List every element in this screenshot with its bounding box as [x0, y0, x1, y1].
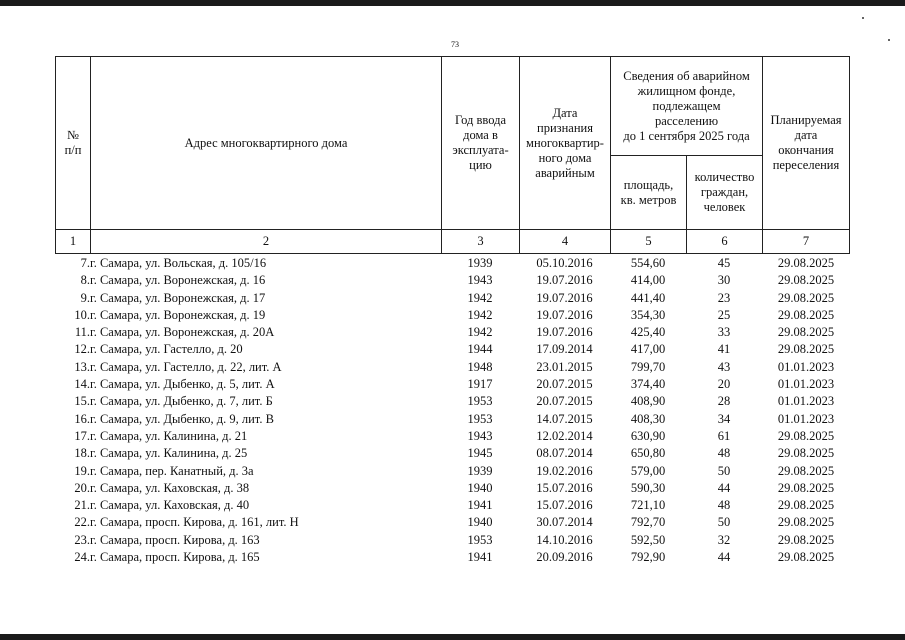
row-number: 19.: [74, 463, 90, 478]
header-planned-date: Планируемая дата окончания переселения: [762, 56, 850, 230]
row-residents: 50: [717, 463, 731, 478]
table-row: [55, 532, 850, 549]
row-area: 441,40: [630, 290, 666, 305]
row-year-built: 1944: [467, 342, 493, 357]
row-year-built: 1942: [467, 325, 493, 340]
row-number: 23.: [74, 532, 90, 547]
scan-speck: [862, 17, 864, 19]
column-number-7: 7: [762, 229, 850, 254]
row-area: 721,10: [630, 498, 666, 513]
row-planned-date: 29.08.2025: [777, 550, 835, 565]
row-emergency-date: 20.09.2016: [536, 550, 593, 565]
column-number-3: 3: [441, 229, 520, 254]
row-number: 17.: [74, 428, 90, 443]
row-address: г. Самара, просп. Кирова, д. 163: [90, 532, 260, 547]
row-year-built: 1939: [467, 463, 493, 478]
table-row: [55, 514, 850, 531]
row-number: 24.: [74, 550, 90, 565]
row-planned-date: 01.01.2023: [777, 359, 835, 374]
table-row: [55, 324, 850, 341]
row-residents: 44: [717, 550, 731, 565]
table-row: [55, 393, 850, 410]
row-address: г. Самара, ул. Дыбенко, д. 7, лит. Б: [90, 394, 273, 409]
row-area: 592,50: [630, 532, 666, 547]
row-area: 425,40: [630, 325, 666, 340]
table-row: [55, 497, 850, 514]
row-emergency-date: 08.07.2014: [536, 446, 593, 461]
table-row: [55, 445, 850, 462]
column-number-6: 6: [686, 229, 763, 254]
table-row: [55, 255, 850, 272]
housing-table-body: [55, 255, 850, 566]
top-scan-border: [0, 0, 905, 6]
table-row: [55, 549, 850, 566]
table-row: [55, 272, 850, 289]
row-planned-date: 29.08.2025: [777, 325, 835, 340]
row-emergency-date: 19.07.2016: [536, 290, 593, 305]
row-residents: 44: [717, 480, 731, 495]
row-year-built: 1943: [467, 273, 493, 288]
row-address: г. Самара, просп. Кирова, д. 161, лит. Н: [90, 515, 299, 530]
header-emergency-fund: Сведения об аварийном жилищном фонде, подлежащем расселению до 1 сентября 2025 года: [610, 56, 763, 156]
table-row: [55, 428, 850, 445]
row-residents: 41: [717, 342, 731, 357]
column-number-5: 5: [610, 229, 687, 254]
row-planned-date: 01.01.2023: [777, 377, 835, 392]
row-year-built: 1945: [467, 446, 493, 461]
header-num: № п/п: [55, 56, 91, 230]
row-emergency-date: 17.09.2014: [536, 342, 593, 357]
column-number-4: 4: [519, 229, 611, 254]
row-emergency-date: 20.07.2015: [536, 377, 593, 392]
row-number: 20.: [74, 480, 90, 495]
row-year-built: 1948: [467, 359, 493, 374]
row-number: 12.: [74, 342, 90, 357]
row-emergency-date: 15.07.2016: [536, 480, 593, 495]
row-residents: 32: [717, 532, 731, 547]
bottom-scan-border: [0, 634, 905, 640]
row-planned-date: 29.08.2025: [777, 428, 835, 443]
header-people: количество граждан, человек: [686, 155, 763, 230]
row-planned-date: 29.08.2025: [777, 307, 835, 322]
row-residents: 30: [717, 273, 731, 288]
row-planned-date: 01.01.2023: [777, 394, 835, 409]
row-year-built: 1943: [467, 428, 493, 443]
row-area: 414,00: [630, 273, 666, 288]
row-residents: 34: [717, 411, 731, 426]
row-address: г. Самара, ул. Гастелло, д. 20: [90, 342, 243, 357]
row-planned-date: 29.08.2025: [777, 515, 835, 530]
row-area: 417,00: [630, 342, 666, 357]
row-residents: 23: [717, 290, 731, 305]
row-address: г. Самара, ул. Калинина, д. 25: [90, 446, 248, 461]
row-address: г. Самара, пер. Канатный, д. 3а: [90, 463, 254, 478]
table-header: [55, 56, 850, 254]
table-rows: [55, 255, 850, 566]
row-residents: 50: [717, 515, 731, 530]
table-row: [55, 307, 850, 324]
row-planned-date: 01.01.2023: [777, 411, 835, 426]
row-address: г. Самара, ул. Каховская, д. 38: [90, 480, 250, 495]
column-number-1: 1: [55, 229, 91, 254]
row-emergency-date: 14.10.2016: [536, 532, 593, 547]
row-number: 11.: [74, 325, 90, 340]
row-emergency-date: 15.07.2016: [536, 498, 593, 513]
table-row: [55, 341, 850, 358]
row-emergency-date: 19.02.2016: [536, 463, 593, 478]
row-year-built: 1941: [467, 498, 493, 513]
table-row: [55, 411, 850, 428]
table-row: [55, 290, 850, 307]
row-area: 408,30: [630, 411, 666, 426]
row-year-built: 1940: [467, 515, 493, 530]
row-planned-date: 29.08.2025: [777, 532, 835, 547]
row-number: 16.: [74, 411, 90, 426]
row-year-built: 1942: [467, 290, 493, 305]
row-residents: 33: [717, 325, 731, 340]
row-area: 630,90: [630, 428, 666, 443]
row-area: 792,70: [630, 515, 666, 530]
row-number: 10.: [74, 307, 90, 322]
row-area: 554,60: [630, 256, 666, 270]
row-number: 21.: [74, 498, 90, 513]
row-year-built: 1939: [467, 256, 493, 270]
row-year-built: 1953: [467, 532, 493, 547]
row-residents: 45: [717, 256, 731, 270]
row-area: 792,90: [630, 550, 666, 565]
row-planned-date: 29.08.2025: [777, 480, 835, 495]
header-area: площадь, кв. метров: [610, 155, 687, 230]
row-address: г. Самара, ул. Воронежская, д. 20А: [90, 325, 275, 340]
row-planned-date: 29.08.2025: [777, 290, 835, 305]
row-area: 799,70: [630, 359, 666, 374]
row-address: г. Самара, ул. Воронежская, д. 19: [90, 307, 266, 322]
row-planned-date: 29.08.2025: [777, 463, 835, 478]
row-area: 408,90: [630, 394, 666, 409]
table-row: [55, 359, 850, 376]
row-area: 590,30: [630, 480, 666, 495]
row-address: г. Самара, ул. Воронежская, д. 17: [90, 290, 266, 305]
header-year: Год ввода дома в эксплуата- цию: [441, 56, 520, 230]
row-year-built: 1941: [467, 550, 493, 565]
row-address: г. Самара, ул. Дыбенко, д. 9, лит. В: [90, 411, 274, 426]
row-emergency-date: 30.07.2014: [536, 515, 593, 530]
row-planned-date: 29.08.2025: [777, 273, 835, 288]
row-emergency-date: 23.01.2015: [536, 359, 593, 374]
column-number-2: 2: [90, 229, 442, 254]
row-year-built: 1953: [467, 411, 493, 426]
row-emergency-date: 19.07.2016: [536, 307, 593, 322]
row-residents: 25: [717, 307, 731, 322]
row-number: 7.: [80, 256, 90, 270]
row-residents: 20: [717, 377, 731, 392]
row-number: 18.: [74, 446, 90, 461]
row-number: 8.: [80, 273, 90, 288]
row-emergency-date: 20.07.2015: [536, 394, 593, 409]
row-address: г. Самара, ул. Вольская, д. 105/16: [90, 256, 267, 270]
row-residents: 43: [717, 359, 731, 374]
row-number: 14.: [74, 377, 90, 392]
header-address: Адрес многоквартирного дома: [90, 56, 442, 230]
header-date: Дата признания многоквартир- ного дома аварийным: [519, 56, 611, 230]
row-number: 15.: [74, 394, 90, 409]
row-emergency-date: 14.07.2015: [536, 411, 593, 426]
scan-speck: [888, 39, 890, 41]
row-residents: 48: [717, 446, 731, 461]
row-year-built: 1942: [467, 307, 493, 322]
row-planned-date: 29.08.2025: [777, 498, 835, 513]
row-address: г. Самара, ул. Гастелло, д. 22, лит. А: [90, 359, 282, 374]
row-address: г. Самара, ул. Дыбенко, д. 5, лит. А: [90, 377, 275, 392]
row-area: 650,80: [630, 446, 666, 461]
row-emergency-date: 19.07.2016: [536, 273, 593, 288]
row-area: 579,00: [630, 463, 666, 478]
row-year-built: 1940: [467, 480, 493, 495]
table-row: [55, 463, 850, 480]
row-area: 354,30: [630, 307, 666, 322]
row-residents: 28: [717, 394, 731, 409]
row-year-built: 1917: [467, 377, 493, 392]
row-planned-date: 29.08.2025: [777, 446, 835, 461]
row-planned-date: 29.08.2025: [777, 256, 835, 270]
row-emergency-date: 12.02.2014: [536, 428, 593, 443]
row-area: 374,40: [630, 377, 666, 392]
row-planned-date: 29.08.2025: [777, 342, 835, 357]
row-address: г. Самара, просп. Кирова, д. 165: [90, 550, 260, 565]
row-residents: 48: [717, 498, 731, 513]
row-number: 13.: [74, 359, 90, 374]
row-address: г. Самара, ул. Каховская, д. 40: [90, 498, 250, 513]
table-row: [55, 376, 850, 393]
row-emergency-date: 19.07.2016: [536, 325, 593, 340]
row-year-built: 1953: [467, 394, 493, 409]
page-number: 73: [451, 40, 459, 49]
row-address: г. Самара, ул. Калинина, д. 21: [90, 428, 248, 443]
row-number: 22.: [74, 515, 90, 530]
row-number: 9.: [80, 290, 90, 305]
row-emergency-date: 05.10.2016: [536, 256, 593, 270]
row-address: г. Самара, ул. Воронежская, д. 16: [90, 273, 266, 288]
row-residents: 61: [717, 428, 731, 443]
table-row: [55, 480, 850, 497]
